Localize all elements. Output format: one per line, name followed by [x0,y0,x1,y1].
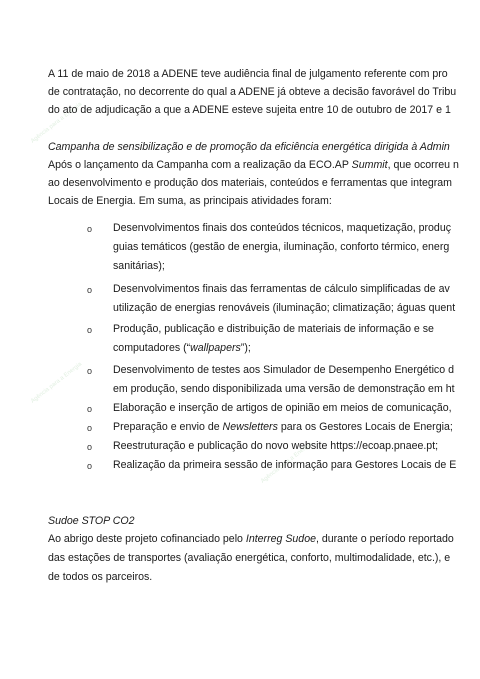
paragraph-line: de todos os parceiros. [48,571,153,583]
watermark: Agência para a Energia [30,361,84,405]
paragraph-line: Locais de Energia. Em suma, as principais atividades foram: [48,195,332,207]
list-item: Desenvolvimento de testes aos Simulador de Desempenho Energético d [113,364,454,376]
list-item: em produção, sendo disponibilizada uma versão de demonstração em ht [113,383,455,395]
section-title: Sudoe STOP CO2 [48,515,135,527]
list-item: computadores (“wallpapers”); [113,342,251,354]
paragraph-line: do ato de adjudicação a que a ADENE esteve sujeita entre 10 de outubro de 2017 e 1 [48,104,451,116]
paragraph-line: das estações de transportes (avaliação energética, conforto, multimodalidade, etc.), e [48,552,451,564]
bullet-marker: o [87,404,93,414]
bullet-marker: o [87,366,93,376]
section-title: Campanha de sensibilização e de promoção da eficiência energética dirigida à Admin [48,141,450,153]
watermark: Agência para a Energia [260,441,314,485]
list-item: Produção, publicação e distribuição de materiais de informação e se [113,323,434,335]
list-item: Desenvolvimentos finais das ferramentas de cálculo simplificadas de av [113,283,450,295]
list-item: Desenvolvimentos finais dos conteúdos técnicos, maquetização, produç [113,222,452,234]
paragraph-line: de contratação, no decorrente do qual a ADENE já obteve a decisão favorável do Tribu [48,86,457,98]
bullet-marker: o [87,325,93,335]
bullet-marker: o [87,285,93,295]
paragraph-line: Após o lançamento da Campanha com a realização da ECO.AP Summit, que ocorreu n [48,159,459,171]
list-item: Elaboração e inserção de artigos de opinião em meios de comunicação, [113,402,452,414]
list-item: Reestruturação e publicação do novo website https://ecoap.pnaee.pt; [113,440,439,452]
bullet-marker: o [87,224,93,234]
list-item: sanitárias); [113,260,165,272]
list-item: Realização da primeira sessão de informação para Gestores Locais de E [113,459,457,471]
bullet-marker: o [87,461,93,471]
paragraph-line: Ao abrigo deste projeto cofinanciado pelo Interreg Sudoe, durante o período reportado [48,533,454,545]
bullet-marker: o [87,423,93,433]
bullet-marker: o [87,442,93,452]
list-item: utilização de energias renováveis (iluminação; climatização; águas quent [113,302,456,314]
list-item: guias temáticos (gestão de energia, iluminação, conforto térmico, energ [113,241,450,253]
paragraph-line: ao desenvolvimento e produção dos materiais, conteúdos e ferramentas que integram [48,177,452,189]
paragraph-line: A 11 de maio de 2018 a ADENE teve audiência final de julgamento referente com pro [48,68,448,80]
watermark: Agência para a Energia [30,101,84,145]
list-item: Preparação e envio de Newsletters para os Gestores Locais de Energia; [113,421,453,433]
